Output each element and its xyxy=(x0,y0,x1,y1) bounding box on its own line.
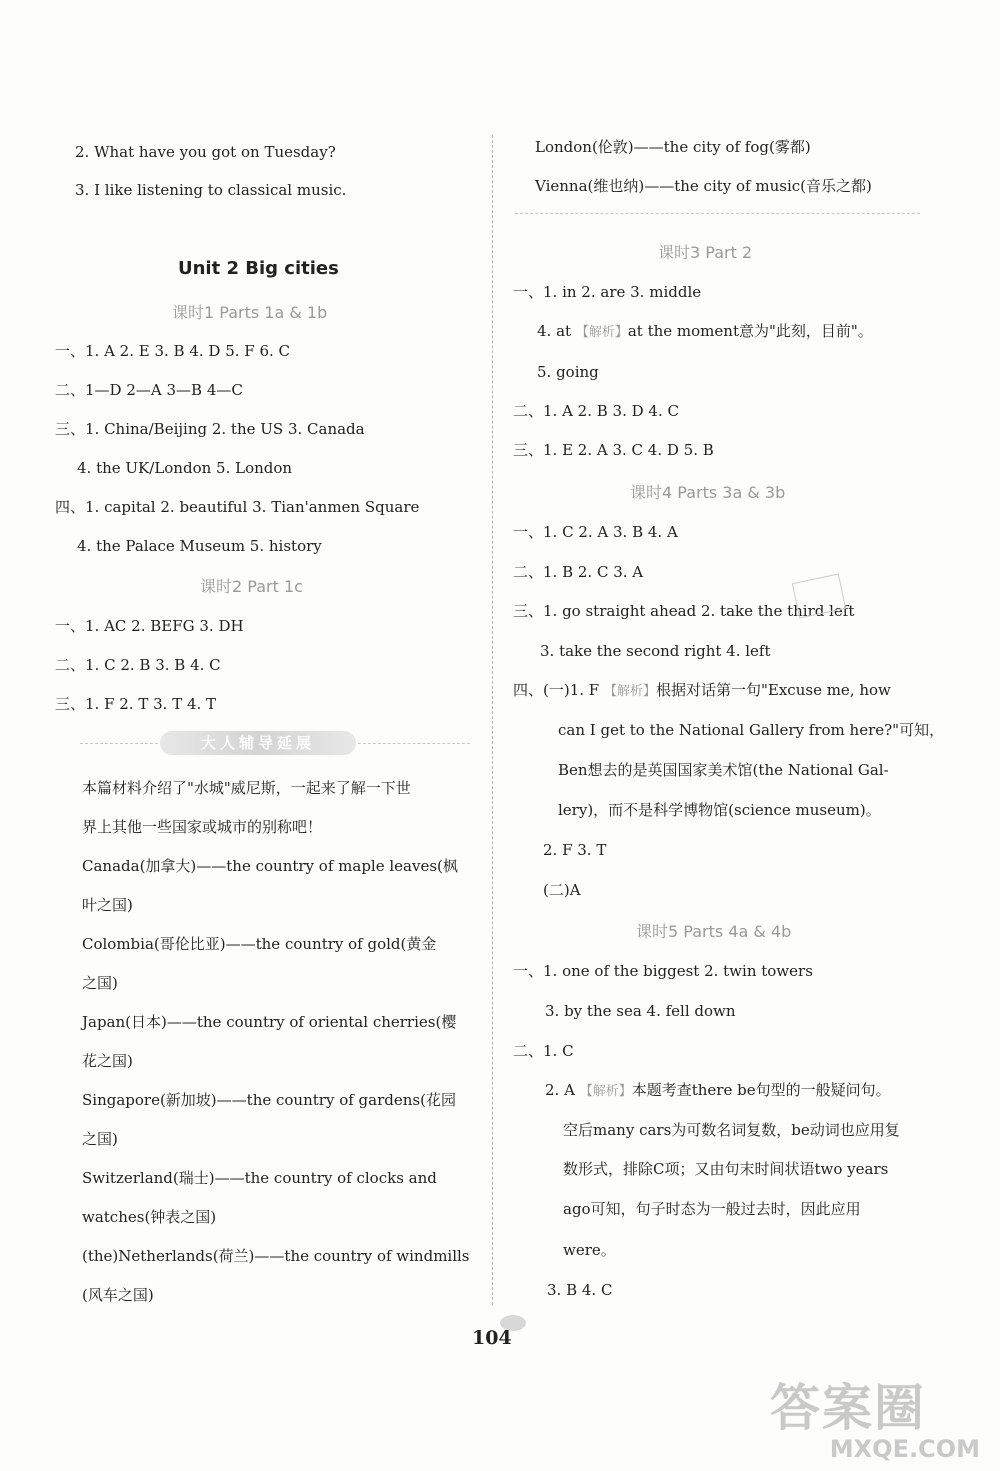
extension-line: 之国) xyxy=(82,1130,118,1148)
extension-line: (the)Netherlands(荷兰)——the country of windmills xyxy=(82,1247,470,1265)
extension-line: 本篇材料介绍了"水城"威尼斯，一起来了解一下世 xyxy=(82,779,411,797)
analysis-text: 本题考查there be句型的一般疑问句。 xyxy=(631,1081,891,1099)
analysis-label: 【解析】 xyxy=(579,1084,632,1099)
answer-line: 一、1. C 2. A 3. B 4. A xyxy=(513,523,678,541)
answer-line: 一、1. in 2. are 3. middle xyxy=(513,283,702,301)
vertical-divider xyxy=(492,135,493,1305)
analysis-line: 空后many cars为可数名词复数，be动词也应用复 xyxy=(563,1121,900,1139)
answer-text: 4. at xyxy=(537,322,572,340)
extension-line: Japan(日本)——the country of oriental cherries(樱 xyxy=(82,1013,457,1031)
extension-line: London(伦敦)——the city of fog(雾都) xyxy=(535,138,811,156)
answer-line: 一、1. one of the biggest 2. twin towers xyxy=(513,962,813,980)
answer-line: 三、1. China/Beijing 2. the US 3. Canada xyxy=(55,420,365,438)
watermark-logo: 答案圈 xyxy=(770,1379,926,1437)
answer-line: 3. by the sea 4. fell down xyxy=(545,1002,736,1020)
site-watermark xyxy=(770,1380,980,1465)
answer-line: 三、1. E 2. A 3. C 4. D 5. B xyxy=(513,441,714,459)
answer-line: (二)A xyxy=(543,881,581,899)
answer-line: 3. take the second right 4. left xyxy=(540,642,771,660)
answer-line xyxy=(537,321,873,343)
section-divider xyxy=(358,743,470,744)
lesson-heading: 课时2 Part 1c xyxy=(200,577,303,596)
analysis-line: were。 xyxy=(563,1241,616,1259)
answer-line: 二、1. C 2. B 3. B 4. C xyxy=(55,656,221,674)
extension-line: Colombia(哥伦比亚)——the country of gold(黄金 xyxy=(82,935,437,953)
answer-line xyxy=(513,680,891,702)
lesson-heading: 课时5 Parts 4a & 4b xyxy=(636,922,792,941)
answer-line xyxy=(545,1080,891,1102)
answer-line: 3. B 4. C xyxy=(547,1281,613,1299)
answer-line: 一、1. AC 2. BEFG 3. DH xyxy=(55,617,244,635)
extension-line: 之国) xyxy=(82,974,118,992)
extension-line: 叶之国) xyxy=(82,896,133,914)
answer-line: 二、1—D 2—A 3—B 4—C xyxy=(55,381,243,399)
extension-line: Singapore(新加坡)——the country of gardens(花园 xyxy=(82,1091,456,1109)
extension-line: 界上其他一些国家或城市的别称吧！ xyxy=(82,818,323,836)
extension-line: 花之国) xyxy=(82,1052,133,1070)
lesson-heading: 课时1 Parts 1a & 1b xyxy=(172,303,328,322)
answer-line: 二、1. A 2. B 3. D 4. C xyxy=(513,402,679,420)
answer-line: 三、1. F 2. T 3. T 4. T xyxy=(55,695,217,713)
answer-line: 3. I like listening to classical music. xyxy=(75,181,347,199)
analysis-text: at the moment意为"此刻，目前"。 xyxy=(627,322,873,340)
watermark-url: MXQE.COM xyxy=(829,1435,980,1463)
answer-line: 三、1. go straight ahead 2. take the third left xyxy=(513,602,855,620)
analysis-line: Ben想去的是英国国家美术馆(the National Gal- xyxy=(558,761,889,779)
analysis-label: 【解析】 xyxy=(575,325,628,340)
extension-line: Vienna(维也纳)——the city of music(音乐之都) xyxy=(535,177,872,195)
answer-line: 2. F 3. T xyxy=(543,841,607,859)
extension-banner: 大人辅导延展 xyxy=(160,731,356,755)
answer-line: 4. the UK/London 5. London xyxy=(77,459,293,477)
answer-text: 四、(一)1. F xyxy=(513,681,600,699)
analysis-text: 根据对话第一句"Excuse me, how xyxy=(656,681,891,699)
analysis-line: ago可知，句子时态为一般过去时，因此应用 xyxy=(563,1200,861,1218)
unit-title: Unit 2 Big cities xyxy=(178,258,339,279)
answer-line: 二、1. B 2. C 3. A xyxy=(513,563,644,581)
section-divider xyxy=(80,743,158,744)
lesson-heading: 课时4 Parts 3a & 3b xyxy=(630,483,786,502)
answer-line: 5. going xyxy=(537,363,599,381)
answer-line: 2. What have you got on Tuesday? xyxy=(75,143,336,161)
analysis-label: 【解析】 xyxy=(603,684,656,699)
answer-text: 2. A xyxy=(545,1081,575,1099)
analysis-line: 数形式，排除C项；又由句末时间状语two years xyxy=(563,1160,889,1178)
analysis-line: lery)，而不是科学博物馆(science museum)。 xyxy=(558,801,881,819)
section-divider xyxy=(515,213,920,214)
answer-line: 一、1. A 2. E 3. B 4. D 5. F 6. C xyxy=(55,342,291,360)
extension-line: Switzerland(瑞士)——the country of clocks and xyxy=(82,1169,437,1187)
lesson-heading: 课时3 Part 2 xyxy=(658,243,753,262)
answer-line: 四、1. capital 2. beautiful 3. Tian'anmen Square xyxy=(55,498,420,516)
extension-line: watches(钟表之国) xyxy=(82,1208,217,1226)
answer-line: 4. the Palace Museum 5. history xyxy=(77,537,322,555)
analysis-line: can I get to the National Gallery from here?"可知， xyxy=(558,721,945,739)
extension-line: Canada(加拿大)——the country of maple leaves(枫 xyxy=(82,857,458,875)
page-number: 104 xyxy=(472,1327,512,1349)
extension-line: (风车之国) xyxy=(82,1286,154,1304)
answer-line: 二、1. C xyxy=(513,1042,574,1060)
